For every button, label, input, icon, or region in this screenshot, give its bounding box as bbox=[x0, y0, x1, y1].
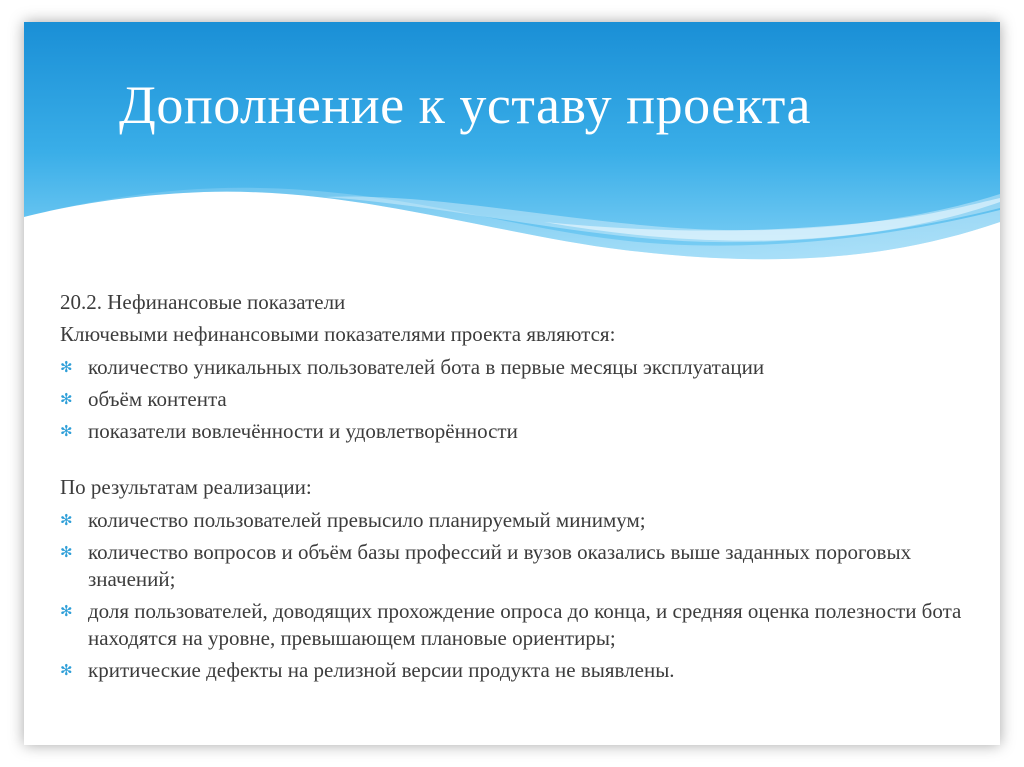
slide bbox=[24, 22, 1000, 745]
asterisk-bullet-icon: ✻ bbox=[60, 543, 73, 561]
list-item bbox=[60, 386, 980, 413]
list-item-text: объём контента bbox=[88, 387, 227, 411]
slide-body bbox=[60, 286, 980, 684]
list-item bbox=[60, 418, 980, 445]
list-item bbox=[60, 354, 980, 381]
list-item bbox=[60, 657, 980, 684]
key-indicators-list bbox=[60, 354, 980, 445]
intro-text: Ключевыми нефинансовыми показателями проекта являются: bbox=[60, 322, 616, 346]
asterisk-bullet-icon: ✻ bbox=[60, 422, 73, 440]
results-list bbox=[60, 507, 980, 684]
list-item-text: количество вопросов и объём базы профессий и вузов оказались выше заданных пороговых значений; bbox=[88, 540, 912, 591]
list-item-text: количество пользователей превысило планируемый минимум; bbox=[88, 508, 646, 532]
page-title: Дополнение к уставу проекта bbox=[119, 75, 811, 135]
results-heading: По результатам реализации: bbox=[60, 475, 312, 499]
list-item bbox=[60, 507, 980, 534]
asterisk-bullet-icon: ✻ bbox=[60, 661, 73, 679]
list-item-text: количество уникальных пользователей бота в первые месяцы эксплуатации bbox=[88, 355, 765, 379]
asterisk-bullet-icon: ✻ bbox=[60, 602, 73, 620]
list-item bbox=[60, 539, 980, 593]
asterisk-bullet-icon: ✻ bbox=[60, 358, 73, 376]
section-heading: 20.2. Нефинансовые показатели bbox=[60, 290, 346, 314]
slide-header-banner bbox=[24, 22, 1000, 292]
asterisk-bullet-icon: ✻ bbox=[60, 511, 73, 529]
wave-background bbox=[24, 22, 1000, 292]
list-item-text: доля пользователей, доводящих прохождение опроса до конца, и средняя оценка полезности бота находятся на уровне, превышающем плановые ориентиры; bbox=[88, 599, 962, 650]
list-item bbox=[60, 598, 980, 652]
asterisk-bullet-icon: ✻ bbox=[60, 390, 73, 408]
list-item-text: показатели вовлечённости и удовлетворённости bbox=[88, 419, 518, 443]
spacer bbox=[60, 445, 980, 471]
list-item-text: критические дефекты на релизной версии продукта не выявлены. bbox=[88, 658, 675, 682]
